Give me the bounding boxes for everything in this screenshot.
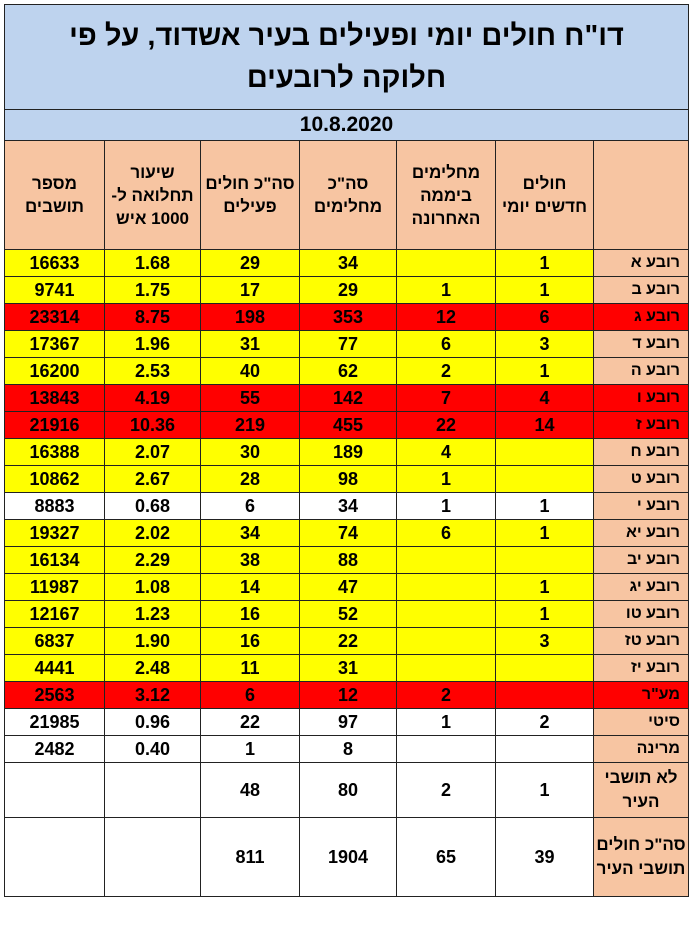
cell-residents: 21916 (5, 412, 105, 439)
cell-recovered-24h (397, 547, 496, 574)
cell-residents: 4441 (5, 655, 105, 682)
cell-new-daily: 1 (496, 493, 594, 520)
cell-total-recovered: 142 (300, 385, 397, 412)
cell-rate: 0.68 (105, 493, 201, 520)
cell-total-active: 29 (201, 250, 300, 277)
cell-total-recovered: 47 (300, 574, 397, 601)
cell-total-recovered: 34 (300, 493, 397, 520)
cell-recovered-24h: 2 (397, 682, 496, 709)
table-row (5, 385, 689, 412)
table-row (5, 250, 689, 277)
header-residents: מספר תושבים (5, 141, 105, 250)
cell-rate: 1.75 (105, 277, 201, 304)
cell-recovered-24h (397, 628, 496, 655)
report-date: 10.8.2020 (5, 110, 689, 141)
cell-rate: 2.48 (105, 655, 201, 682)
cell-name: רובע ח (594, 439, 689, 466)
header-total-recovered: סה"כ מחלימים (300, 141, 397, 250)
cell-name: רובע טו (594, 601, 689, 628)
cell-new-daily: 4 (496, 385, 594, 412)
cell-new-daily: 14 (496, 412, 594, 439)
cell-new-daily (496, 439, 594, 466)
cell-new-daily: 1 (496, 520, 594, 547)
cell-new-daily (496, 547, 594, 574)
cell-name: רובע י (594, 493, 689, 520)
cell-new-daily (496, 655, 594, 682)
cell-total-recovered: 189 (300, 439, 397, 466)
cell-new-daily: 1 (496, 574, 594, 601)
cell-total-recovered: 8 (300, 736, 397, 763)
cell-total-recovered: 74 (300, 520, 397, 547)
table-row (5, 682, 689, 709)
header-row (5, 141, 689, 250)
header-total-active: סה"כ חולים פעילים (201, 141, 300, 250)
cell-residents: 16200 (5, 358, 105, 385)
cell-new-daily (496, 466, 594, 493)
table-row (5, 493, 689, 520)
cell-new-daily: 3 (496, 628, 594, 655)
cell-total-active: 48 (201, 763, 300, 818)
table-row (5, 736, 689, 763)
cell-total-recovered: 62 (300, 358, 397, 385)
cell-recovered-24h: 1 (397, 277, 496, 304)
cell-recovered-24h: 65 (397, 818, 496, 897)
cell-total-active: 22 (201, 709, 300, 736)
cell-total-recovered: 77 (300, 331, 397, 358)
cell-new-daily: 1 (496, 250, 594, 277)
table-row (5, 358, 689, 385)
cell-recovered-24h: 1 (397, 709, 496, 736)
header-rate: שיעור תחלואה ל- 1000 איש (105, 141, 201, 250)
cell-rate: 8.75 (105, 304, 201, 331)
table-row (5, 277, 689, 304)
cell-total-active: 31 (201, 331, 300, 358)
cell-rate: 3.12 (105, 682, 201, 709)
cell-total-recovered: 29 (300, 277, 397, 304)
cell-total-recovered: 455 (300, 412, 397, 439)
cell-rate: 0.40 (105, 736, 201, 763)
cell-name: מרינה (594, 736, 689, 763)
header-recovered-24h: מחלימים ביממה האחרונה (397, 141, 496, 250)
cell-name: רובע יב (594, 547, 689, 574)
cell-total-active: 40 (201, 358, 300, 385)
cell-recovered-24h: 2 (397, 358, 496, 385)
cell-rate: 1.08 (105, 574, 201, 601)
cell-name: רובע טז (594, 628, 689, 655)
cell-residents: 8883 (5, 493, 105, 520)
table-row (5, 818, 689, 897)
cell-residents: 16134 (5, 547, 105, 574)
cell-rate (105, 763, 201, 818)
cell-name: רובע יג (594, 574, 689, 601)
table-row (5, 412, 689, 439)
cell-total-active: 1 (201, 736, 300, 763)
cell-residents: 2482 (5, 736, 105, 763)
cell-new-daily: 39 (496, 818, 594, 897)
cell-new-daily: 6 (496, 304, 594, 331)
cell-total-active: 11 (201, 655, 300, 682)
cell-total-active: 38 (201, 547, 300, 574)
cell-residents: 11987 (5, 574, 105, 601)
cell-rate: 1.68 (105, 250, 201, 277)
cell-recovered-24h: 7 (397, 385, 496, 412)
cell-name: רובע א (594, 250, 689, 277)
cell-rate: 2.53 (105, 358, 201, 385)
cell-rate: 1.90 (105, 628, 201, 655)
cell-residents: 19327 (5, 520, 105, 547)
cell-name: רובע ג (594, 304, 689, 331)
report-title: דו"ח חולים יומי ופעילים בעיר אשדוד, על פי חלוקה לרובעים (5, 5, 689, 110)
cell-rate (105, 818, 201, 897)
cell-recovered-24h: 1 (397, 466, 496, 493)
cell-total-recovered: 353 (300, 304, 397, 331)
cell-residents: 13843 (5, 385, 105, 412)
cell-total-active: 14 (201, 574, 300, 601)
table-row (5, 763, 689, 818)
cell-rate: 10.36 (105, 412, 201, 439)
report-table (4, 4, 689, 897)
cell-recovered-24h (397, 250, 496, 277)
cell-recovered-24h (397, 601, 496, 628)
cell-rate: 2.29 (105, 547, 201, 574)
cell-rate: 2.07 (105, 439, 201, 466)
cell-total-active: 219 (201, 412, 300, 439)
cell-name: מע"ר (594, 682, 689, 709)
cell-residents: 12167 (5, 601, 105, 628)
cell-total-active: 17 (201, 277, 300, 304)
cell-total-active: 16 (201, 601, 300, 628)
cell-recovered-24h: 1 (397, 493, 496, 520)
cell-name: רובע ו (594, 385, 689, 412)
table-row (5, 547, 689, 574)
cell-total-active: 55 (201, 385, 300, 412)
cell-recovered-24h (397, 574, 496, 601)
cell-recovered-24h (397, 736, 496, 763)
cell-new-daily: 2 (496, 709, 594, 736)
cell-rate: 2.02 (105, 520, 201, 547)
cell-total-recovered: 98 (300, 466, 397, 493)
table-row (5, 466, 689, 493)
header-name (594, 141, 689, 250)
cell-total-recovered: 88 (300, 547, 397, 574)
cell-new-daily: 1 (496, 277, 594, 304)
table-row (5, 628, 689, 655)
cell-name: רובע ד (594, 331, 689, 358)
cell-total-active: 6 (201, 493, 300, 520)
table-row (5, 520, 689, 547)
cell-total-recovered: 34 (300, 250, 397, 277)
table-row (5, 709, 689, 736)
cell-recovered-24h: 22 (397, 412, 496, 439)
cell-total-active: 28 (201, 466, 300, 493)
cell-recovered-24h: 4 (397, 439, 496, 466)
table-row (5, 304, 689, 331)
cell-residents: 23314 (5, 304, 105, 331)
cell-total-recovered: 22 (300, 628, 397, 655)
cell-residents (5, 818, 105, 897)
report-sheet (4, 4, 688, 897)
cell-total-recovered: 80 (300, 763, 397, 818)
cell-total-recovered: 97 (300, 709, 397, 736)
table-row (5, 439, 689, 466)
cell-residents: 17367 (5, 331, 105, 358)
cell-name: סיטי (594, 709, 689, 736)
cell-name: סה"כ חולים תושבי העיר (594, 818, 689, 897)
cell-rate: 1.96 (105, 331, 201, 358)
table-row (5, 655, 689, 682)
cell-total-active: 34 (201, 520, 300, 547)
cell-rate: 0.96 (105, 709, 201, 736)
cell-rate: 1.23 (105, 601, 201, 628)
cell-residents: 6837 (5, 628, 105, 655)
cell-new-daily (496, 736, 594, 763)
cell-recovered-24h: 2 (397, 763, 496, 818)
cell-name: רובע ט (594, 466, 689, 493)
cell-total-recovered: 1904 (300, 818, 397, 897)
cell-residents: 9741 (5, 277, 105, 304)
cell-new-daily: 1 (496, 763, 594, 818)
cell-residents: 10862 (5, 466, 105, 493)
cell-name: רובע ב (594, 277, 689, 304)
cell-recovered-24h: 6 (397, 331, 496, 358)
cell-residents (5, 763, 105, 818)
cell-new-daily: 1 (496, 358, 594, 385)
cell-total-active: 198 (201, 304, 300, 331)
table-row (5, 601, 689, 628)
cell-residents: 21985 (5, 709, 105, 736)
cell-recovered-24h: 6 (397, 520, 496, 547)
header-new-daily: חולים חדשים יומי (496, 141, 594, 250)
cell-residents: 16633 (5, 250, 105, 277)
cell-total-active: 16 (201, 628, 300, 655)
cell-total-active: 6 (201, 682, 300, 709)
cell-new-daily: 1 (496, 601, 594, 628)
cell-new-daily (496, 682, 594, 709)
cell-total-recovered: 31 (300, 655, 397, 682)
cell-name: רובע ז (594, 412, 689, 439)
cell-residents: 16388 (5, 439, 105, 466)
cell-name: רובע יז (594, 655, 689, 682)
cell-residents: 2563 (5, 682, 105, 709)
table-row (5, 574, 689, 601)
cell-total-recovered: 12 (300, 682, 397, 709)
cell-total-active: 30 (201, 439, 300, 466)
cell-new-daily: 3 (496, 331, 594, 358)
cell-rate: 2.67 (105, 466, 201, 493)
table-row (5, 331, 689, 358)
cell-recovered-24h (397, 655, 496, 682)
cell-name: רובע יא (594, 520, 689, 547)
cell-name: רובע ה (594, 358, 689, 385)
cell-recovered-24h: 12 (397, 304, 496, 331)
cell-total-recovered: 52 (300, 601, 397, 628)
cell-total-active: 811 (201, 818, 300, 897)
cell-name: לא תושבי העיר (594, 763, 689, 818)
cell-rate: 4.19 (105, 385, 201, 412)
